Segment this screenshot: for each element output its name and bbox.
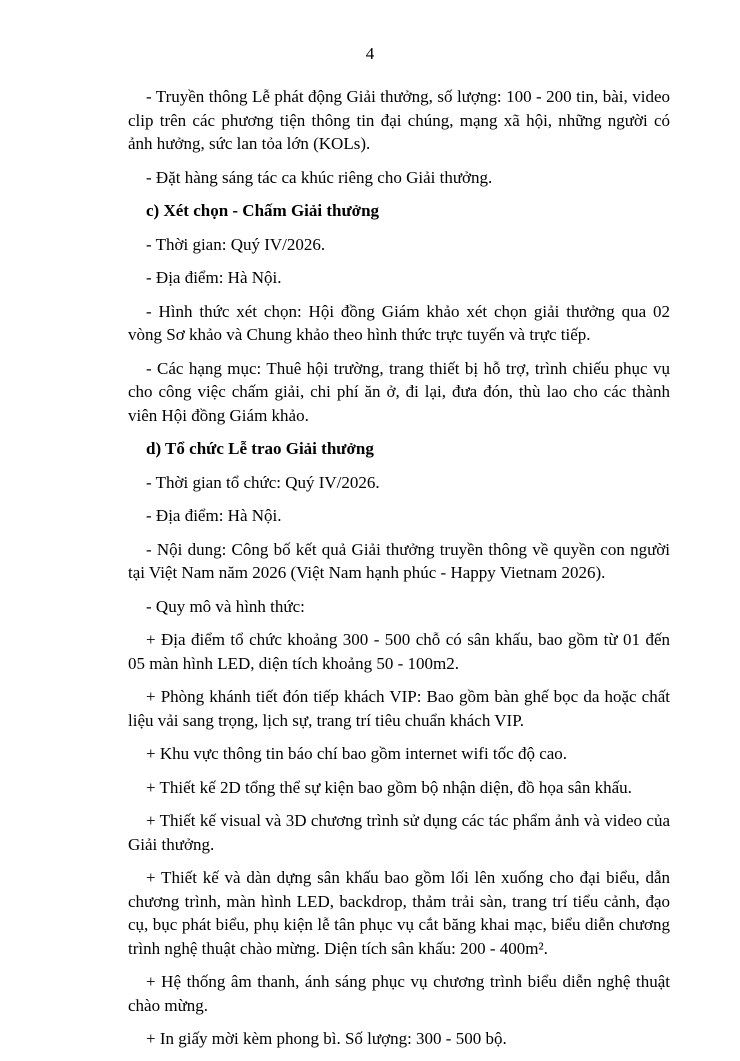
body-paragraph: + Địa điểm tổ chức khoảng 300 - 500 chỗ có sân khấu, bao gồm từ 01 đến 05 màn hình LED, diện tích khoảng 50 - 100m2. [128,630,670,673]
body-paragraph: - Thời gian tổ chức: Quý IV/2026. [146,472,380,492]
body-paragraph: + Thiết kế và dàn dựng sân khấu bao gồm lối lên xuống cho đại biểu, dẫn chương trình, màn hình LED, backdrop, thảm trải sàn, trang trí tiểu cảnh, đạo cụ, bục phát biểu, phụ kiện lễ tân phục vụ cắt băng khai mạc, biểu diễn chương trình nghệ thuật chào mừng. Diện tích sân khấu: 200 - 400m². [128,868,670,958]
body-paragraph: + Phòng khánh tiết đón tiếp khách VIP: Bao gồm bàn ghế bọc da hoặc chất liệu vải sang trọng, lịch sự, trang trí tiêu chuẩn khách VIP. [128,687,670,730]
body-paragraph: - Quy mô và hình thức: [146,596,305,616]
body-paragraph: - Địa điểm: Hà Nội. [146,506,282,525]
body-paragraph: - Đặt hàng sáng tác ca khúc riêng cho Giải thưởng. [146,167,493,187]
body-paragraph: - Hình thức xét chọn: Hội đồng Giám khảo xét chọn giải thưởng qua 02 vòng Sơ khảo và Chung khảo theo hình thức trực tuyến và trực tiếp. [128,301,670,344]
body-paragraph: + Thiết kế 2D tổng thể sự kiện bao gồm bộ nhận diện, đồ họa sân khấu. [146,777,632,797]
body-paragraph: - Thời gian: Quý IV/2026. [146,234,326,254]
body-paragraph: + Khu vực thông tin báo chí bao gồm internet wifi tốc độ cao. [146,744,568,763]
body-paragraph: + In giấy mời kèm phong bì. Số lượng: 300 - 500 bộ. [146,1029,507,1048]
section-heading: d) Tổ chức Lễ trao Giải thưởng [146,439,374,458]
page-number: 4 [365,44,375,63]
document-body [128,85,670,1061]
body-paragraph: - Các hạng mục: Thuê hội trường, trang thiết bị hỗ trợ, trình chiếu phục vụ cho công việc chấm giải, chi phí ăn ở, đi lại, đưa đón, thù lao cho các thành viên Hội đồng Giám khảo. [128,358,670,425]
body-paragraph: - Nội dung: Công bố kết quả Giải thưởng truyền thông về quyền con người tại Việt Nam năm 2026 (Việt Nam hạnh phúc - Happy Vietnam 2026). [128,539,670,582]
body-paragraph: + Thiết kế visual và 3D chương trình sử dụng các tác phẩm ảnh và video của Giải thưởng. [128,811,670,854]
body-paragraph: + Hệ thống âm thanh, ánh sáng phục vụ chương trình biểu diễn nghệ thuật chào mừng. [128,972,670,1015]
body-paragraph: - Địa điểm: Hà Nội. [146,268,282,287]
body-paragraph: - Truyền thông Lễ phát động Giải thưởng, số lượng: 100 - 200 tin, bài, video clip trên các phương tiện thông tin đại chúng, mạng xã hội, những người có ảnh hưởng, sức lan tỏa lớn (KOLs). [128,87,670,153]
section-heading: c) Xét chọn - Chấm Giải thưởng [146,201,380,220]
